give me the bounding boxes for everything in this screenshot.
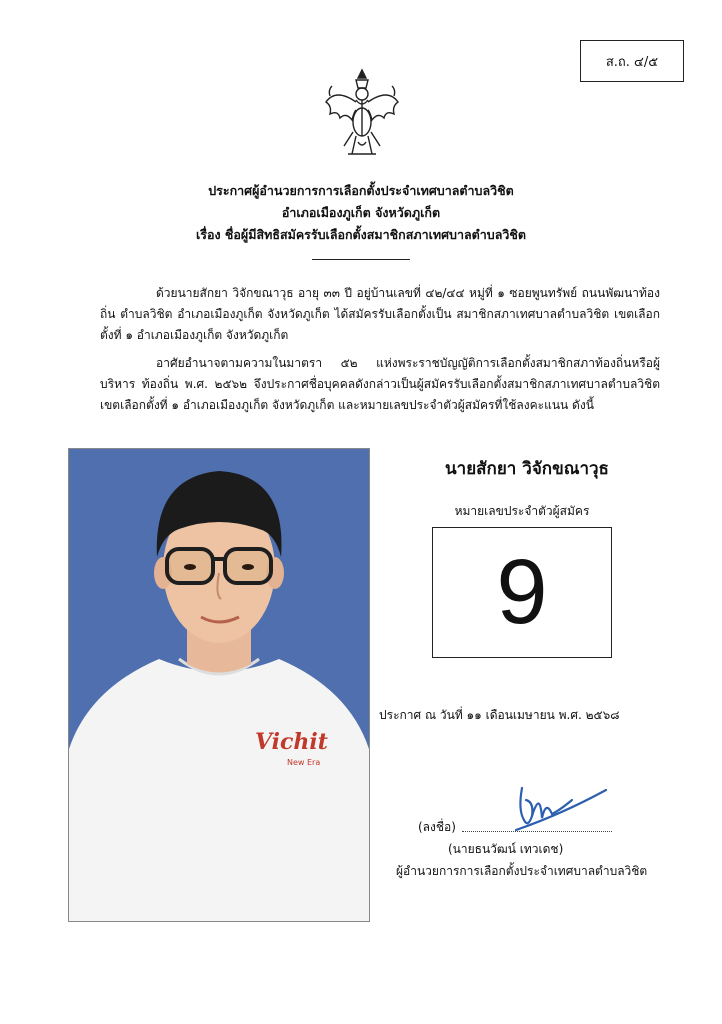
candidate-name: นายสักยา วิจักขณาวุธ [445, 459, 609, 479]
candidate-number: 9 [496, 541, 548, 643]
shirt-logo: Vichit [255, 729, 328, 755]
form-code: ส.ถ. ๔/๕ [605, 54, 659, 70]
shirt-logo-subtitle: New Era [287, 758, 321, 767]
body-paragraph-2: อาศัยอำนาจตามความในมาตรา ๕๒ แห่งพระราชบัญญัติการเลือกตั้งสมาชิกสภาท้องถิ่นหรือผู้บริหาร ท้องถิ่น พ.ศ. ๒๕๖๒ จึงประกาศชื่อบุคคลดังกล่าวเป็นผู้สมัครรับเลือกตั้งสมาชิกสภาเทศบาลตำบลวิชิต เขตเลือกตั้งที่ ๑ อำเภอเมืองภูเก็ต จังหวัดภูเก็ต และหมายเลขประจำตัวผู้สมัครที่ใช้ลงคะแนน ดังนี้ [100, 356, 660, 412]
signature-image [502, 770, 612, 836]
signature-line [462, 831, 612, 832]
garuda-emblem [322, 66, 402, 162]
signer-title: ผู้อำนวยการการเลือกตั้งประจำเทศบาลตำบลวิชิต [396, 864, 648, 878]
signature-label: (ลงชื่อ) [418, 820, 456, 834]
signer-name: (นายธนวัฒน์ เทวเดช) [448, 842, 564, 856]
candidate-photo [68, 448, 370, 922]
announcement-header [0, 180, 722, 246]
form-code-box [580, 40, 684, 82]
header-line-1: ประกาศผู้อำนวยการการเลือกตั้งประจำเทศบาลตำบลวิชิต [208, 183, 514, 198]
announcement-date: ประกาศ ณ วันที่ ๑๑ เดือนเมษายน พ.ศ. ๒๕๖๘ [379, 708, 620, 722]
header-line-2: อำเภอเมืองภูเก็ต จังหวัดภูเก็ต [281, 205, 441, 220]
body-paragraph-1: ด้วยนายสักยา วิจักขณาวุธ อายุ ๓๓ ปี อยู่บ้านเลขที่ ๔๒/๔๔ หมู่ที่ ๑ ซอยพูนทรัพย์ ถนนพัฒนาท้องถิ่น ตำบลวิชิต อำเภอเมืองภูเก็ต จังหวัดภูเก็ต ได้สมัครรับเลือกตั้งเป็น สมาชิกสภาเทศบาลตำบลวิชิต เขตเลือกตั้งที่ ๑ อำเภอเมืองภูเก็ต จังหวัดภูเก็ต [100, 286, 660, 342]
candidate-number-label: หมายเลขประจำตัวผู้สมัคร [454, 504, 590, 518]
header-subject: เรื่อง ชื่อผู้มีสิทธิสมัครรับเลือกตั้งสมาชิกสภาเทศบาลตำบลวิชิต [195, 227, 527, 242]
header-divider [312, 259, 410, 260]
candidate-number-box [432, 527, 612, 658]
